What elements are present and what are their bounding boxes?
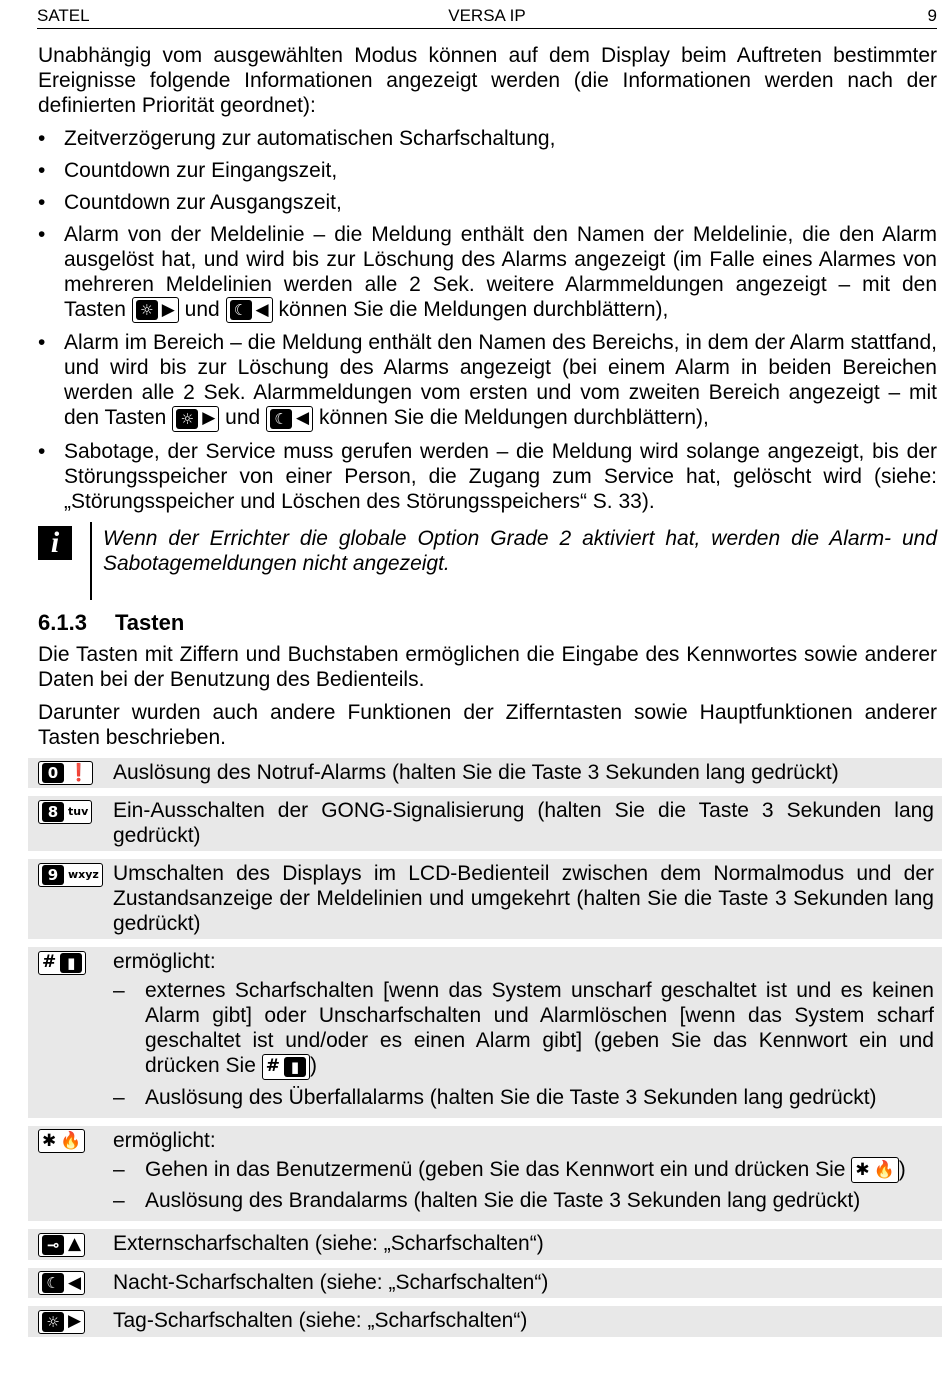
list-item xyxy=(38,222,937,323)
star-key-icon xyxy=(38,1129,85,1153)
intro-paragraph: Unabhängig vom ausgewählten Modus können auf dem Display beim Auftreten bestimmter Ereignisse folgende Informationen angezeigt werden (die Informationen werden nach der definierten Priorität geordnet): xyxy=(38,44,937,117)
note-text: Wenn der Errichter die globale Option Grade 2 aktiviert hat, werden die Alarm- und Sabotagemeldungen nicht angezeigt. xyxy=(103,526,937,575)
hash-symbol: # xyxy=(265,1056,280,1077)
key-0-digit: 0 xyxy=(42,763,64,783)
list-item-text: ) xyxy=(310,1054,317,1078)
key-description: Tag-Scharfschalten (siehe: „Scharfschalten“) xyxy=(113,1309,528,1333)
fire-icon: 🔥 xyxy=(873,1159,895,1180)
list-item-text: können Sie die Meldungen durchblättern), xyxy=(278,298,669,321)
sun-icon: ☼ xyxy=(136,300,158,320)
table-row xyxy=(28,1229,942,1259)
key-icon: ⊸ xyxy=(42,1235,64,1255)
key-description: Externscharfschalten (siehe: „Scharfschalten“) xyxy=(113,1232,544,1256)
star-key-icon xyxy=(851,1157,898,1183)
key-9-letters: wxyz xyxy=(68,868,99,882)
display-info-list xyxy=(38,126,937,514)
page-number: 9 xyxy=(927,6,937,25)
function-list xyxy=(113,1157,934,1213)
key-8-letters: tuv xyxy=(68,805,89,819)
hash-key-icon xyxy=(262,1054,310,1080)
list-item: • Countdown zur Ausgangszeit, xyxy=(38,190,937,215)
section-paragraph: Darunter wurden auch andere Funktionen der Zifferntasten sowie Hauptfunktionen anderer Tasten beschrieben. xyxy=(38,700,937,749)
list-item-text: ) xyxy=(898,1157,906,1181)
info-note xyxy=(38,526,937,596)
function-list xyxy=(113,978,934,1109)
moon-icon: ☾ xyxy=(270,409,292,429)
hash-symbol: # xyxy=(42,952,57,973)
list-item-text: Gehen in das Benutzermenü (geben Sie das Kennwort ein und drücken Sie xyxy=(145,1157,846,1181)
triangle-right-icon: ▶ xyxy=(202,408,216,429)
list-item xyxy=(38,330,937,431)
note-divider xyxy=(90,522,92,600)
key-description: Auslösung des Notruf-Alarms (halten Sie die Taste 3 Sekunden lang gedrückt) xyxy=(113,760,839,784)
list-item-text: können Sie die Meldungen durchblättern), xyxy=(318,406,709,430)
list-item xyxy=(113,1157,934,1183)
table-row xyxy=(28,796,942,851)
key-description: Umschalten des Displays im LCD-Bedienteil zwischen dem Normalmodus und der Zustandsanzeige der Meldelinien und umgekehrt (halten Sie die Taste 3 Sekunden lang gedrückt) xyxy=(113,862,934,936)
section-heading xyxy=(38,610,937,636)
key-description: Nacht-Scharfschalten (siehe: „Scharfschalten“) xyxy=(113,1270,549,1294)
triangle-left-icon: ◀ xyxy=(68,1272,82,1293)
fire-icon: 🔥 xyxy=(60,1130,82,1151)
night-key-icon xyxy=(266,406,313,432)
moon-icon: ☾ xyxy=(230,300,252,320)
section-title: Tasten xyxy=(115,609,185,635)
list-item: – Auslösung des Brandalarms (halten Sie die Taste 3 Sekunden lang gedrückt) xyxy=(113,1188,934,1213)
list-item: • Sabotage, der Service muss gerufen werden – die Meldung wird solange angezeigt, bis der Störungsspeicher von einer Person, die Zugang zum Service hat, gelöscht wird (siehe: „Störungsspeicher und Löschen des Störungsspeichers“ S. 33). xyxy=(38,439,937,514)
key-8-icon xyxy=(38,800,92,824)
sun-icon: ☼ xyxy=(176,409,198,429)
sun-icon: ☼ xyxy=(42,1312,64,1332)
table-row xyxy=(28,1306,942,1336)
key-description: ermöglicht: xyxy=(113,1128,216,1152)
table-row xyxy=(28,758,942,788)
table-row xyxy=(28,947,942,1117)
list-item-text: und xyxy=(225,406,261,430)
list-item xyxy=(113,978,934,1079)
page-header xyxy=(37,4,937,29)
door-icon: ▮ xyxy=(284,1057,306,1077)
day-key-icon xyxy=(172,406,219,432)
section-number: 6.1.3 xyxy=(38,609,87,635)
table-row xyxy=(28,859,942,939)
keys-table xyxy=(28,758,942,1337)
table-row xyxy=(28,1126,942,1221)
list-item: • Zeitverzögerung zur automatischen Scharfschaltung, xyxy=(38,126,937,151)
hash-key-icon xyxy=(38,951,86,975)
key-9-icon xyxy=(38,863,103,887)
header-product: VERSA IP xyxy=(448,6,526,25)
night-key-icon xyxy=(226,297,273,323)
triangle-left-icon: ◀ xyxy=(296,408,310,429)
exclamation-icon: ❗ xyxy=(68,762,90,783)
list-item-text: und xyxy=(184,298,220,321)
key-description: Ein-Ausschalten der GONG-Signalisierung (halten Sie die Taste 3 Sekunden lang gedrückt) xyxy=(113,799,934,848)
list-item-text: Alarm von der Meldelinie – die Meldung enthält den Namen der Meldelinie, die den Alarm ausgelöst hat, und wird bis zur Löschung des Alarms angezeigt (im Falle eines Alarmes von mehreren Meldelinien werden alle 2 Sek. weitere Alarmmeldungen angezeigt – mit den Tasten xyxy=(64,223,937,321)
ext-key-icon xyxy=(38,1233,85,1257)
info-icon: i xyxy=(38,526,72,560)
key-9-digit: 9 xyxy=(42,865,64,885)
night-key-icon xyxy=(38,1271,85,1295)
list-item: • Countdown zur Eingangszeit, xyxy=(38,158,937,183)
list-item: – Auslösung des Überfallalarms (halten Sie die Taste 3 Sekunden lang gedrückt) xyxy=(113,1085,934,1110)
moon-icon: ☾ xyxy=(42,1273,64,1293)
section-paragraph: Die Tasten mit Ziffern und Buchstaben ermöglichen die Eingabe des Kennwortes sowie anderer Daten bei der Benutzung des Bedienteils. xyxy=(38,642,937,691)
day-key-icon xyxy=(132,297,179,323)
key-8-digit: 8 xyxy=(42,802,64,822)
day-key-icon xyxy=(38,1310,85,1334)
triangle-up-icon: ▲ xyxy=(68,1234,82,1255)
triangle-right-icon: ▶ xyxy=(68,1311,82,1332)
key-0-icon xyxy=(38,761,93,785)
triangle-left-icon: ◀ xyxy=(255,299,269,320)
header-brand: SATEL xyxy=(37,6,90,25)
asterisk-symbol: ✱ xyxy=(42,1130,57,1151)
list-item-text: externes Scharfschalten [wenn das System unscharf geschaltet ist und es keinen Alarm gibt] oder Unscharfschalten und Alarmlöschen [wenn das System scharf geschaltet ist und/oder es einen Alarm gibt] (geben Sie das Kennwort ein und drücken Sie xyxy=(145,979,934,1078)
table-row xyxy=(28,1268,942,1298)
triangle-right-icon: ▶ xyxy=(161,299,175,320)
page-content xyxy=(38,43,937,1345)
key-description: ermöglicht: xyxy=(113,950,216,974)
door-icon: ▮ xyxy=(60,953,82,973)
asterisk-symbol: ✱ xyxy=(855,1159,870,1180)
list-item-text: Alarm im Bereich – die Meldung enthält den Namen des Bereichs, in dem der Alarm stattfand, und wird bis zur Löschung des Alarms angezeigt (bei einem Alarm in beiden Bereichen werden alle 2 Sek. Alarmmeldungen vom ersten und vom zweiten Bereich angezeigt – mit den Tasten xyxy=(64,331,937,430)
